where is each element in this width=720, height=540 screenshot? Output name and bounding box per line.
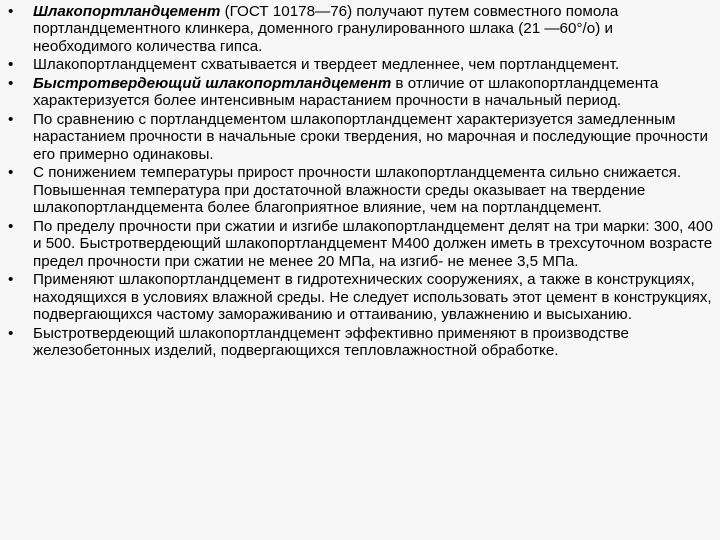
bullet-item-2	[8, 56, 713, 73]
bullet-icon: •	[8, 3, 14, 20]
bullet-item-4-text: По сравнению с портландцементом шлакопортландцемент характеризуется замедленным нарастанием прочности в начальные сроки твердения, но марочная и последующие прочности его примерно одинаковы.	[33, 111, 708, 163]
bullet-icon: •	[8, 271, 14, 289]
bullet-item-1-text: (ГОСТ 10178—76) получают путем совместного помола портландцементного клинкера, доменного гранулированного шлака (21 —60°/о) и необходимого количества гипса.	[33, 3, 619, 55]
bullet-icon: •	[8, 56, 14, 74]
bullet-item-3-lead: Быстротвердеющий шлакопортландцемент	[33, 75, 392, 92]
bullet-icon: •	[8, 324, 14, 342]
bullet-icon: •	[8, 217, 14, 235]
bullet-item-2-text: Шлакопортландцемент схватывается и твердеет медленнее, чем портландцемент.	[33, 56, 620, 74]
bullet-item-4	[8, 111, 713, 163]
bullet-item-8	[8, 325, 713, 360]
bullet-item-8-text: Быстротвердеющий шлакопортландцемент эффективно применяют в производстве железобетонных изделий, подвергающихся тепловлажностной обработке.	[33, 324, 629, 360]
bullet-list	[8, 3, 713, 361]
bullet-item-7	[8, 271, 713, 323]
bullet-item-6-text: По пределу прочности при сжатии и изгибе шлакопортландцемент делят на три марки: 300, 400 и 500. Быстротвердеющий шлакопортландцемент М400 должен иметь в трехсуточном возрасте предел прочности при сжатии не менее 20 МПа, на изгиб- не менее 3,5 МПа.	[33, 217, 713, 270]
bullet-item-6	[8, 218, 713, 270]
bullet-icon: •	[8, 164, 14, 182]
bullet-item-1	[8, 3, 713, 55]
bullet-item-3	[8, 75, 713, 110]
bullet-item-5	[8, 164, 713, 216]
bullet-item-7-text: Применяют шлакопортландцемент в гидротехнических сооружениях, а также в конструкциях, находящихся в условиях влажной среды. Не следует использовать этот цемент в конструкциях, подвергающихся частому замораживанию и оттаиванию, увлажнению и высыханию.	[33, 271, 712, 324]
bullet-item-5-text: С понижением температуры прирост прочности шлакопортландцемента сильно снижается. Повышенная температура при достаточной влажности среды оказывает на твердение шлакопортландцемента более благоприятное влияние, чем на портландцемент.	[33, 164, 682, 217]
bullet-icon: •	[8, 75, 14, 92]
bullet-item-1-lead: Шлакопортландцемент	[33, 3, 221, 20]
bullet-item-3-text: в отличие от шлакопортландцемента характеризуется более интенсивным нарастанием прочности в начальный период.	[33, 75, 659, 110]
bullet-icon: •	[8, 111, 14, 128]
